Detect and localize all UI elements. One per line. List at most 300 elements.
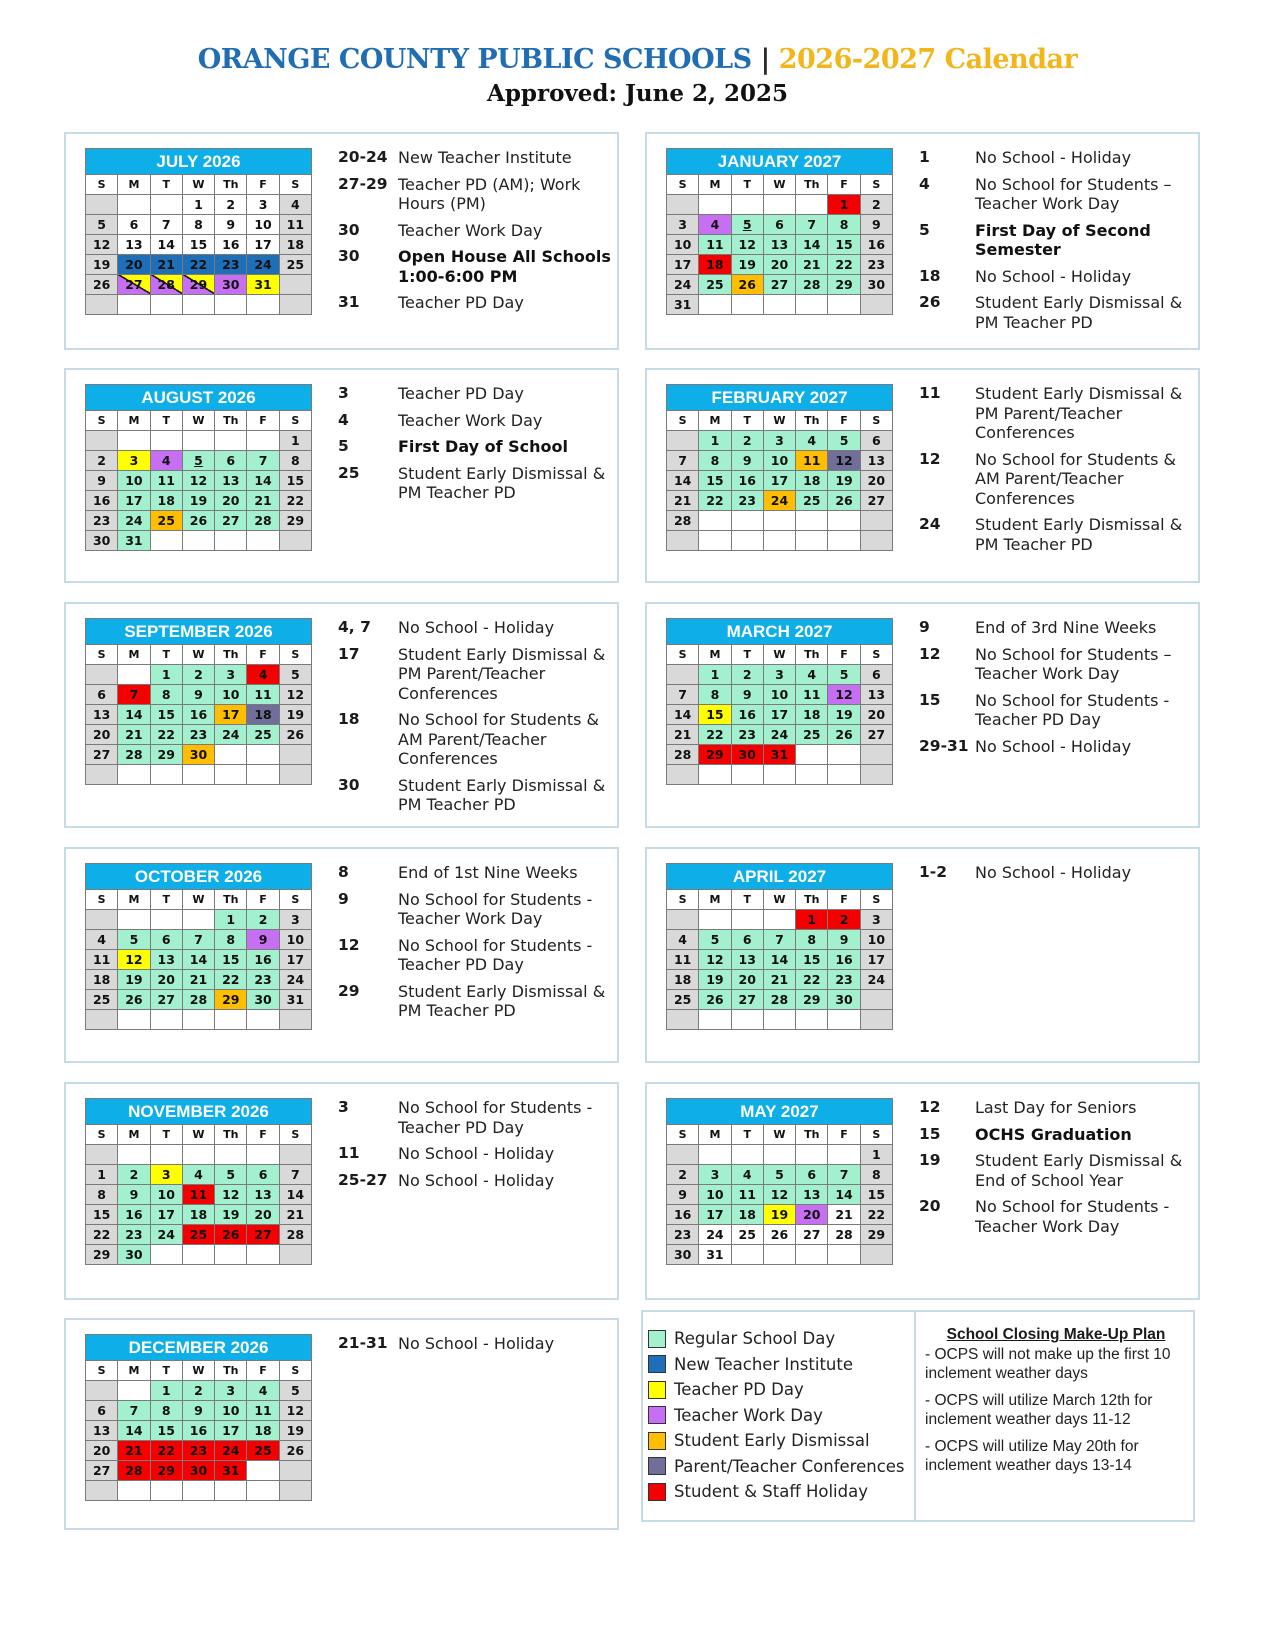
day-cell: 15 — [151, 705, 183, 725]
day-cell: 27 — [86, 1461, 118, 1481]
event-date: 1-2 — [919, 863, 948, 881]
event-date: 12 — [338, 935, 360, 954]
weekday-header: S — [86, 411, 118, 431]
legend-label: Regular School Day — [674, 1329, 836, 1349]
empty-day-cell — [247, 1481, 279, 1501]
day-cell: 19 — [828, 471, 860, 491]
weekday-header: W — [183, 645, 215, 665]
day-cell: 22 — [861, 1205, 893, 1225]
empty-day-cell — [215, 1010, 247, 1030]
day-cell: 24 — [699, 1225, 731, 1245]
month-title: JANUARY 2027 — [666, 148, 893, 174]
day-cell: 12 — [828, 451, 860, 471]
day-cell: 15 — [796, 950, 828, 970]
month-calendar — [666, 384, 893, 551]
day-cell: 28 — [828, 1225, 860, 1245]
month-grid — [85, 889, 312, 1030]
empty-day-cell — [764, 511, 796, 531]
legend-item-pd — [648, 1377, 905, 1403]
month-panel-december-2026 — [64, 1318, 619, 1530]
day-cell: 10 — [861, 930, 893, 950]
day-cell: 6 — [764, 215, 796, 235]
day-cell: 8 — [215, 930, 247, 950]
empty-day-cell — [151, 910, 183, 930]
day-cell: 8 — [151, 1401, 183, 1421]
day-cell: 6 — [151, 930, 183, 950]
day-cell: 10 — [699, 1185, 731, 1205]
day-cell: 5 — [118, 930, 150, 950]
empty-day-cell — [280, 1245, 312, 1265]
event-list — [338, 618, 611, 822]
weekday-header: S — [861, 175, 893, 195]
day-cell: 31 — [699, 1245, 731, 1265]
weekday-header: F — [247, 1361, 279, 1381]
weekday-header: M — [118, 645, 150, 665]
event-description: New Teacher Institute — [398, 148, 572, 167]
day-cell: 4 — [183, 1165, 215, 1185]
legend-item-ed — [648, 1428, 905, 1454]
day-cell: 14 — [118, 1421, 150, 1441]
day-cell: 14 — [667, 705, 699, 725]
event-item — [338, 384, 611, 404]
event-item — [919, 1197, 1192, 1236]
day-cell: 21 — [280, 1205, 312, 1225]
event-date: 4 — [338, 410, 349, 429]
day-cell: 1 — [796, 910, 828, 930]
empty-day-cell — [732, 511, 764, 531]
empty-day-cell — [86, 665, 118, 685]
day-cell: 27 — [764, 275, 796, 295]
day-cell: 16 — [118, 1205, 150, 1225]
weekday-header: M — [118, 1361, 150, 1381]
day-cell: 8 — [861, 1165, 893, 1185]
day-cell: 21 — [796, 255, 828, 275]
day-cell: 17 — [215, 705, 247, 725]
weekday-header: W — [764, 890, 796, 910]
day-cell: 31 — [280, 990, 312, 1010]
day-cell: 1 — [828, 195, 860, 215]
day-cell: 4 — [280, 195, 312, 215]
weekday-header: M — [699, 645, 731, 665]
empty-day-cell — [796, 531, 828, 551]
day-cell: 5 — [86, 215, 118, 235]
day-cell: 24 — [215, 1441, 247, 1461]
day-cell: 4 — [699, 215, 731, 235]
day-cell: 23 — [828, 970, 860, 990]
event-list — [919, 1098, 1192, 1243]
empty-day-cell — [699, 195, 731, 215]
day-cell: 25 — [732, 1225, 764, 1245]
day-cell: 18 — [667, 970, 699, 990]
empty-day-cell — [280, 295, 312, 315]
month-title: APRIL 2027 — [666, 863, 893, 889]
empty-day-cell — [796, 1010, 828, 1030]
empty-day-cell — [796, 511, 828, 531]
day-cell: 31 — [215, 1461, 247, 1481]
weekday-header: Th — [215, 1361, 247, 1381]
weekday-header: S — [86, 1361, 118, 1381]
day-cell: 22 — [215, 970, 247, 990]
day-cell: 25 — [86, 990, 118, 1010]
empty-day-cell — [86, 1145, 118, 1165]
empty-day-cell — [667, 665, 699, 685]
event-date: 11 — [338, 1144, 360, 1162]
event-description: Student Early Dismissal & PM Teacher PD — [398, 775, 606, 814]
month-grid — [666, 644, 893, 785]
day-cell: 18 — [280, 235, 312, 255]
empty-day-cell — [151, 195, 183, 215]
event-date: 20 — [919, 1197, 941, 1215]
event-item — [338, 776, 611, 815]
day-cell: 23 — [667, 1225, 699, 1245]
day-cell: 7 — [118, 685, 150, 705]
event-item — [919, 384, 1192, 443]
day-cell: 18 — [86, 970, 118, 990]
day-cell: 15 — [151, 1421, 183, 1441]
day-cell: 10 — [667, 235, 699, 255]
event-date: 21-31 — [338, 1334, 388, 1352]
day-cell: 26 — [828, 725, 860, 745]
day-cell: 22 — [699, 725, 731, 745]
month-grid — [666, 889, 893, 1030]
day-cell: 9 — [667, 1185, 699, 1205]
day-cell: 26 — [732, 275, 764, 295]
weekday-header: F — [828, 411, 860, 431]
day-cell: 27 — [215, 511, 247, 531]
empty-day-cell — [280, 745, 312, 765]
day-cell: 18 — [151, 491, 183, 511]
empty-day-cell — [699, 1010, 731, 1030]
day-cell: 13 — [215, 471, 247, 491]
makeup-plan-item: - OCPS will not make up the first 10 inclement weather days — [925, 1346, 1171, 1382]
weekday-header: M — [699, 175, 731, 195]
day-cell: 31 — [118, 531, 150, 551]
event-item — [919, 175, 1192, 214]
month-calendar — [85, 618, 312, 785]
day-cell: 21 — [118, 1441, 150, 1461]
empty-day-cell — [86, 195, 118, 215]
day-cell: 25 — [280, 255, 312, 275]
legend-label: Teacher PD Day — [674, 1380, 804, 1400]
day-cell: 29 — [215, 990, 247, 1010]
empty-day-cell — [732, 765, 764, 785]
empty-day-cell — [667, 765, 699, 785]
event-date: 18 — [919, 266, 941, 285]
empty-day-cell — [861, 990, 893, 1010]
day-cell: 26 — [86, 275, 118, 295]
day-cell: 12 — [764, 1185, 796, 1205]
day-cell: 11 — [247, 1401, 279, 1421]
event-item — [338, 890, 611, 929]
empty-day-cell — [183, 431, 215, 451]
day-cell: 1 — [86, 1165, 118, 1185]
day-cell: 29 — [828, 275, 860, 295]
empty-day-cell — [280, 1481, 312, 1501]
legend-item-ptc — [648, 1454, 905, 1480]
day-cell: 29 — [151, 1461, 183, 1481]
day-cell: 14 — [796, 235, 828, 255]
day-cell: 3 — [699, 1165, 731, 1185]
day-cell: 19 — [732, 255, 764, 275]
day-cell: 11 — [247, 685, 279, 705]
day-cell: 19 — [828, 705, 860, 725]
weekday-header: Th — [215, 1125, 247, 1145]
day-cell: 23 — [118, 1225, 150, 1245]
weekday-header: T — [732, 411, 764, 431]
event-description: Teacher Work Day — [398, 410, 543, 430]
event-description: No School - Holiday — [975, 736, 1132, 756]
day-cell: 28 — [118, 745, 150, 765]
title-separator: | — [751, 44, 779, 75]
event-item — [919, 221, 1192, 260]
weekday-header: Th — [796, 890, 828, 910]
day-cell: 5 — [280, 1381, 312, 1401]
empty-day-cell — [667, 531, 699, 551]
day-cell: 11 — [796, 451, 828, 471]
day-cell: 21 — [247, 491, 279, 511]
day-cell: 27 — [118, 275, 150, 295]
empty-day-cell — [732, 910, 764, 930]
day-cell: 17 — [280, 950, 312, 970]
day-cell: 8 — [86, 1185, 118, 1205]
empty-day-cell — [183, 765, 215, 785]
event-item — [338, 1144, 611, 1164]
day-cell: 31 — [764, 745, 796, 765]
empty-day-cell — [247, 745, 279, 765]
weekday-header: S — [280, 175, 312, 195]
empty-day-cell — [86, 1381, 118, 1401]
day-cell: 6 — [861, 665, 893, 685]
day-cell: 15 — [215, 950, 247, 970]
weekday-header: S — [861, 1125, 893, 1145]
day-cell: 19 — [764, 1205, 796, 1225]
day-cell: 7 — [247, 451, 279, 471]
day-cell: 7 — [796, 215, 828, 235]
day-cell: 9 — [183, 685, 215, 705]
weekday-header: Th — [796, 1125, 828, 1145]
month-grid — [666, 1124, 893, 1265]
weekday-header: Th — [796, 645, 828, 665]
day-cell: 12 — [280, 685, 312, 705]
day-cell: 28 — [764, 990, 796, 1010]
event-description: First Day of School — [398, 437, 569, 456]
event-item — [338, 411, 611, 431]
day-cell: 2 — [247, 910, 279, 930]
day-cell: 16 — [828, 950, 860, 970]
event-date: 25-27 — [338, 1170, 388, 1189]
month-calendar — [666, 148, 893, 315]
event-item — [338, 175, 611, 214]
month-calendar — [85, 1098, 312, 1265]
day-cell: 31 — [667, 295, 699, 315]
empty-day-cell — [247, 1010, 279, 1030]
empty-day-cell — [86, 431, 118, 451]
day-cell: 23 — [861, 255, 893, 275]
day-cell: 22 — [151, 725, 183, 745]
day-cell: 25 — [247, 725, 279, 745]
day-cell: 6 — [86, 685, 118, 705]
weekday-header: W — [764, 411, 796, 431]
day-cell: 12 — [732, 235, 764, 255]
day-cell: 1 — [699, 431, 731, 451]
empty-day-cell — [732, 531, 764, 551]
day-cell: 30 — [667, 1245, 699, 1265]
day-cell: 13 — [118, 235, 150, 255]
empty-day-cell — [828, 765, 860, 785]
day-cell: 14 — [151, 235, 183, 255]
month-grid — [666, 174, 893, 315]
day-cell: 6 — [86, 1401, 118, 1421]
day-cell: 12 — [280, 1401, 312, 1421]
day-cell: 8 — [796, 930, 828, 950]
event-date: 12 — [919, 1098, 941, 1116]
event-item — [919, 1151, 1192, 1190]
empty-day-cell — [215, 765, 247, 785]
event-description: No School - Holiday — [398, 1170, 555, 1190]
empty-day-cell — [861, 295, 893, 315]
day-cell: 4 — [732, 1165, 764, 1185]
day-cell: 7 — [667, 685, 699, 705]
month-calendar — [666, 863, 893, 1030]
event-item — [338, 221, 611, 241]
month-grid — [85, 1124, 312, 1265]
day-cell: 14 — [118, 705, 150, 725]
event-item — [919, 1098, 1192, 1118]
month-title: SEPTEMBER 2026 — [85, 618, 312, 644]
event-item — [919, 691, 1192, 730]
weekday-header: S — [280, 890, 312, 910]
day-cell: 16 — [183, 1421, 215, 1441]
empty-day-cell — [280, 1145, 312, 1165]
event-date: 12 — [919, 449, 941, 468]
legend-item-nti — [648, 1352, 905, 1378]
empty-day-cell — [151, 1145, 183, 1165]
day-cell: 13 — [247, 1185, 279, 1205]
weekday-header: W — [764, 645, 796, 665]
day-cell: 16 — [247, 950, 279, 970]
empty-day-cell — [151, 765, 183, 785]
event-date: 3 — [338, 384, 349, 402]
day-cell: 26 — [280, 725, 312, 745]
event-description: First Day of Second Semester — [975, 220, 1151, 259]
day-cell: 21 — [183, 970, 215, 990]
day-cell: 17 — [215, 1421, 247, 1441]
day-cell: 12 — [215, 1185, 247, 1205]
event-description: No School for Students - Teacher Work Day — [975, 1197, 1170, 1236]
empty-day-cell — [861, 1010, 893, 1030]
day-cell: 30 — [828, 990, 860, 1010]
day-cell: 6 — [732, 930, 764, 950]
day-cell: 3 — [764, 665, 796, 685]
day-cell: 17 — [118, 491, 150, 511]
event-item — [919, 863, 1192, 883]
day-cell: 13 — [86, 705, 118, 725]
day-cell: 9 — [861, 215, 893, 235]
day-cell: 29 — [280, 511, 312, 531]
empty-day-cell — [667, 910, 699, 930]
weekday-header: T — [732, 1125, 764, 1145]
empty-day-cell — [796, 1145, 828, 1165]
weekday-header: Th — [215, 175, 247, 195]
weekday-header: W — [183, 890, 215, 910]
event-description: Student Early Dismissal & PM Parent/Teacher Conferences — [398, 644, 606, 703]
empty-day-cell — [247, 1461, 279, 1481]
day-cell: 20 — [732, 970, 764, 990]
page-title — [0, 44, 1275, 75]
event-date: 8 — [338, 863, 349, 881]
day-cell: 3 — [280, 910, 312, 930]
day-cell: 16 — [86, 491, 118, 511]
day-cell: 26 — [280, 1441, 312, 1461]
day-cell: 25 — [183, 1225, 215, 1245]
weekday-header: M — [118, 175, 150, 195]
empty-day-cell — [732, 1245, 764, 1265]
event-date: 31 — [338, 293, 360, 311]
day-cell: 27 — [861, 491, 893, 511]
empty-day-cell — [732, 295, 764, 315]
day-cell: 18 — [247, 1421, 279, 1441]
day-cell: 7 — [118, 1401, 150, 1421]
month-title: OCTOBER 2026 — [85, 863, 312, 889]
day-cell: 2 — [732, 665, 764, 685]
day-cell: 24 — [151, 1225, 183, 1245]
day-cell: 12 — [183, 471, 215, 491]
event-list — [919, 618, 1192, 763]
empty-day-cell — [280, 275, 312, 295]
empty-day-cell — [699, 295, 731, 315]
day-cell: 13 — [861, 685, 893, 705]
day-cell: 5 — [764, 1165, 796, 1185]
day-cell: 13 — [796, 1185, 828, 1205]
month-title: MAY 2027 — [666, 1098, 893, 1124]
day-cell: 10 — [764, 685, 796, 705]
event-item — [338, 618, 611, 638]
empty-day-cell — [861, 745, 893, 765]
day-cell: 24 — [861, 970, 893, 990]
day-cell: 30 — [732, 745, 764, 765]
day-cell: 26 — [215, 1225, 247, 1245]
day-cell: 8 — [699, 451, 731, 471]
title-org: ORANGE COUNTY PUBLIC SCHOOLS — [197, 44, 752, 75]
event-list — [338, 148, 611, 320]
legend-swatch — [648, 1483, 666, 1501]
legend-item-wd — [648, 1403, 905, 1429]
event-item — [338, 464, 611, 503]
event-date: 4, 7 — [338, 618, 371, 636]
legend-label: Student Early Dismissal — [674, 1431, 870, 1451]
day-cell: 14 — [828, 1185, 860, 1205]
empty-day-cell — [151, 1010, 183, 1030]
event-description: Student Early Dismissal & End of School Year — [975, 1151, 1183, 1190]
event-list — [919, 384, 1192, 561]
empty-day-cell — [764, 1245, 796, 1265]
empty-day-cell — [861, 765, 893, 785]
empty-day-cell — [183, 1245, 215, 1265]
empty-day-cell — [699, 1145, 731, 1165]
day-cell: 28 — [118, 1461, 150, 1481]
day-cell: 10 — [215, 1401, 247, 1421]
day-cell: 28 — [151, 275, 183, 295]
day-cell: 6 — [861, 431, 893, 451]
day-cell: 11 — [86, 950, 118, 970]
day-cell: 25 — [667, 990, 699, 1010]
empty-day-cell — [828, 745, 860, 765]
legend-swatch — [648, 1355, 666, 1373]
empty-day-cell — [280, 1010, 312, 1030]
empty-day-cell — [215, 1481, 247, 1501]
day-cell: 15 — [828, 235, 860, 255]
weekday-header: M — [699, 411, 731, 431]
